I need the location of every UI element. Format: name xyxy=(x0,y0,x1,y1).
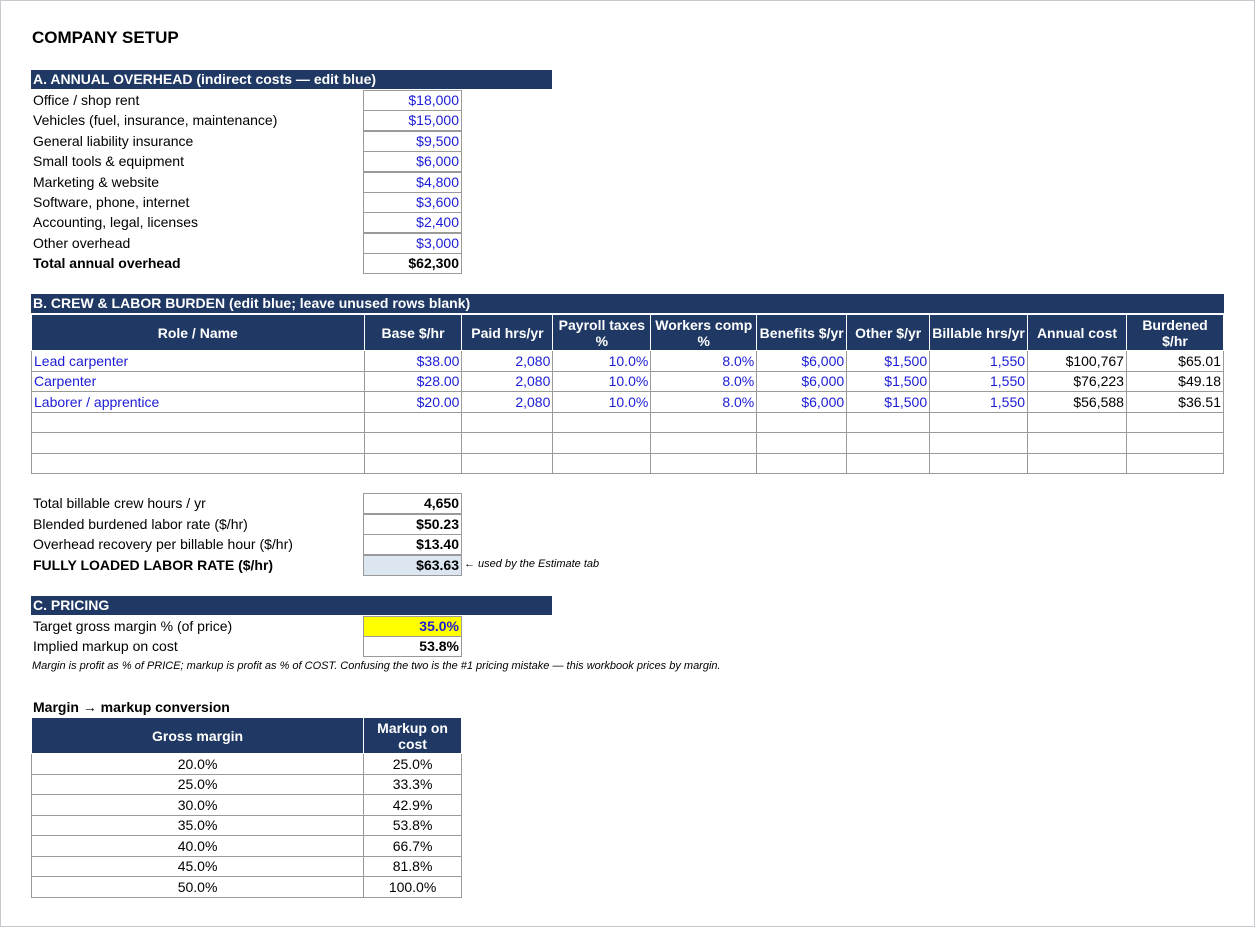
crew-cell[interactable] xyxy=(930,433,1028,454)
crew-cell[interactable] xyxy=(930,412,1028,433)
crew-cell xyxy=(1126,453,1223,474)
summary-label: FULLY LOADED LABOR RATE ($/hr) xyxy=(33,556,274,573)
conversion-title: Margin → markup conversion xyxy=(33,699,230,715)
crew-cell[interactable] xyxy=(553,433,651,454)
crew-cell[interactable] xyxy=(651,412,757,433)
conversion-cell: 81.8% xyxy=(364,856,462,877)
crew-column-header: Workers comp % xyxy=(651,315,757,351)
crew-role-cell[interactable] xyxy=(32,433,365,454)
crew-cell[interactable]: 1,550 xyxy=(930,351,1028,372)
crew-cell[interactable] xyxy=(757,453,847,474)
crew-cell[interactable] xyxy=(757,433,847,454)
crew-column-header: Other $/yr xyxy=(847,315,930,351)
crew-cell[interactable]: $28.00 xyxy=(364,371,462,392)
crew-cell: $100,767 xyxy=(1028,351,1127,372)
overhead-section-header: A. ANNUAL OVERHEAD (indirect costs — edit blue) xyxy=(31,70,552,89)
crew-cell[interactable]: 10.0% xyxy=(553,371,651,392)
crew-column-header: Paid hrs/yr xyxy=(462,315,553,351)
crew-row xyxy=(32,351,1224,372)
crew-cell[interactable]: $6,000 xyxy=(757,371,847,392)
conversion-cell: 20.0% xyxy=(32,754,364,775)
conversion-cell: 30.0% xyxy=(32,795,364,816)
conversion-cell: 45.0% xyxy=(32,856,364,877)
page-title: COMPANY SETUP xyxy=(32,28,179,47)
crew-role-cell[interactable] xyxy=(32,412,365,433)
crew-cell xyxy=(1126,412,1223,433)
crew-cell[interactable]: $20.00 xyxy=(364,392,462,413)
crew-row xyxy=(32,371,1224,392)
crew-cell xyxy=(1028,433,1127,454)
implied-markup-label: Implied markup on cost xyxy=(33,638,178,654)
overhead-item-input[interactable]: $3,600 xyxy=(363,192,462,213)
crew-row xyxy=(32,412,1224,433)
crew-column-header: Burdened $/hr xyxy=(1126,315,1223,351)
crew-cell: $36.51 xyxy=(1126,392,1223,413)
conversion-cell: 100.0% xyxy=(364,877,462,898)
overhead-item-label: General liability insurance xyxy=(33,132,194,149)
crew-cell[interactable]: 10.0% xyxy=(553,351,651,372)
overhead-item-label: Software, phone, internet xyxy=(33,194,190,210)
crew-cell: $49.18 xyxy=(1126,371,1223,392)
conversion-cell: 66.7% xyxy=(364,836,462,857)
crew-cell[interactable]: $1,500 xyxy=(847,371,930,392)
overhead-item-label: Other overhead xyxy=(33,234,131,251)
conversion-column-header: Gross margin xyxy=(32,718,364,754)
conversion-column-header: Markup on cost xyxy=(364,718,462,754)
conversion-cell: 53.8% xyxy=(364,815,462,836)
crew-cell[interactable]: 1,550 xyxy=(930,392,1028,413)
overhead-item-label: Accounting, legal, licenses xyxy=(33,214,198,231)
conversion-cell: 25.0% xyxy=(364,754,462,775)
crew-cell[interactable]: $38.00 xyxy=(364,351,462,372)
conversion-row xyxy=(32,836,462,857)
conversion-cell: 50.0% xyxy=(32,877,364,898)
crew-role-cell[interactable] xyxy=(32,453,365,474)
crew-cell[interactable] xyxy=(462,412,553,433)
crew-column-header: Base $/hr xyxy=(364,315,462,351)
overhead-item-input[interactable]: $9,500 xyxy=(363,131,462,152)
conversion-cell: 33.3% xyxy=(364,774,462,795)
summary-label: Total billable crew hours / yr xyxy=(33,495,206,511)
crew-role-cell[interactable]: Carpenter xyxy=(32,371,365,392)
crew-cell[interactable] xyxy=(462,453,553,474)
overhead-item-label: Marketing & website xyxy=(33,173,160,190)
crew-cell[interactable]: 2,080 xyxy=(462,351,553,372)
crew-cell[interactable]: 8.0% xyxy=(651,392,757,413)
crew-cell[interactable]: 1,550 xyxy=(930,371,1028,392)
overhead-item-label: Office / shop rent xyxy=(33,92,140,108)
overhead-total-value: $62,300 xyxy=(363,253,462,274)
crew-cell: $76,223 xyxy=(1028,371,1127,392)
conversion-cell: 35.0% xyxy=(32,815,364,836)
crew-cell[interactable] xyxy=(847,453,930,474)
conversion-row xyxy=(32,815,462,836)
crew-column-header: Role / Name xyxy=(32,315,365,351)
overhead-item-label: Vehicles (fuel, insurance, maintenance) xyxy=(33,112,278,129)
crew-column-header: Benefits $/yr xyxy=(757,315,847,351)
summary-label: Blended burdened labor rate ($/hr) xyxy=(33,515,248,532)
overhead-item-input[interactable]: $4,800 xyxy=(363,172,462,193)
estimate-tab-note: ← used by the Estimate tab xyxy=(464,558,600,570)
crew-cell[interactable] xyxy=(651,433,757,454)
target-margin-input[interactable]: 35.0% xyxy=(363,616,462,637)
crew-cell[interactable]: 8.0% xyxy=(651,371,757,392)
overhead-item-input[interactable]: $15,000 xyxy=(363,110,462,131)
pricing-note: Margin is profit as % of PRICE; markup is profit as % of COST. Confusing the two is the #1 pricing mistake — this workbook prices by margin. xyxy=(32,660,721,672)
pricing-section-header: C. PRICING xyxy=(31,596,552,615)
summary-label: Overhead recovery per billable hour ($/hr) xyxy=(33,536,293,552)
crew-cell[interactable] xyxy=(847,433,930,454)
conversion-cell: 25.0% xyxy=(32,774,364,795)
summary-value: $13.40 xyxy=(363,534,462,555)
crew-cell: $65.01 xyxy=(1126,351,1223,372)
crew-cell[interactable] xyxy=(553,453,651,474)
implied-markup-value: 53.8% xyxy=(363,636,462,657)
crew-row xyxy=(32,453,1224,474)
crew-cell[interactable]: $6,000 xyxy=(757,392,847,413)
crew-section-header: B. CREW & LABOR BURDEN (edit blue; leave unused rows blank) xyxy=(31,294,1224,313)
crew-cell[interactable]: 2,080 xyxy=(462,392,553,413)
summary-value: 4,650 xyxy=(363,493,462,514)
conversion-cell: 42.9% xyxy=(364,795,462,816)
crew-column-header: Billable hrs/yr xyxy=(930,315,1028,351)
crew-cell[interactable] xyxy=(757,412,847,433)
crew-role-cell[interactable]: Laborer / apprentice xyxy=(32,392,365,413)
conversion-cell: 40.0% xyxy=(32,836,364,857)
crew-table xyxy=(31,314,1224,474)
crew-cell[interactable]: $1,500 xyxy=(847,392,930,413)
crew-row xyxy=(32,392,1224,413)
overhead-item-input[interactable]: $6,000 xyxy=(363,151,462,172)
crew-cell[interactable] xyxy=(651,453,757,474)
overhead-item-input[interactable]: $18,000 xyxy=(363,90,462,111)
crew-row xyxy=(32,433,1224,454)
crew-column-header: Annual cost xyxy=(1028,315,1127,351)
fully-loaded-rate-value: $63.63 xyxy=(363,555,462,576)
crew-cell[interactable] xyxy=(364,453,462,474)
crew-cell[interactable] xyxy=(364,412,462,433)
target-margin-label: Target gross margin % (of price) xyxy=(33,618,233,634)
overhead-total-label: Total annual overhead xyxy=(33,255,181,272)
conversion-row xyxy=(32,774,462,795)
crew-cell[interactable]: $6,000 xyxy=(757,351,847,372)
conversion-table xyxy=(31,717,462,898)
crew-cell: $56,588 xyxy=(1028,392,1127,413)
conversion-row xyxy=(32,754,462,775)
overhead-item-label: Small tools & equipment xyxy=(33,153,184,170)
crew-cell[interactable] xyxy=(847,412,930,433)
conversion-row xyxy=(32,877,462,898)
crew-cell[interactable] xyxy=(462,433,553,454)
crew-cell[interactable] xyxy=(930,453,1028,474)
conversion-row xyxy=(32,856,462,877)
crew-role-cell[interactable]: Lead carpenter xyxy=(32,351,365,372)
crew-cell xyxy=(1028,453,1127,474)
crew-cell[interactable]: 2,080 xyxy=(462,371,553,392)
summary-value: $50.23 xyxy=(363,514,462,535)
overhead-item-input[interactable]: $3,000 xyxy=(363,233,462,254)
crew-column-header: Payroll taxes % xyxy=(553,315,651,351)
overhead-item-input[interactable]: $2,400 xyxy=(363,212,462,233)
crew-cell[interactable]: $1,500 xyxy=(847,351,930,372)
crew-cell xyxy=(1028,412,1127,433)
crew-cell[interactable]: 10.0% xyxy=(553,392,651,413)
crew-cell[interactable]: 8.0% xyxy=(651,351,757,372)
conversion-row xyxy=(32,795,462,816)
crew-cell[interactable] xyxy=(553,412,651,433)
crew-cell[interactable] xyxy=(364,433,462,454)
crew-cell xyxy=(1126,433,1223,454)
